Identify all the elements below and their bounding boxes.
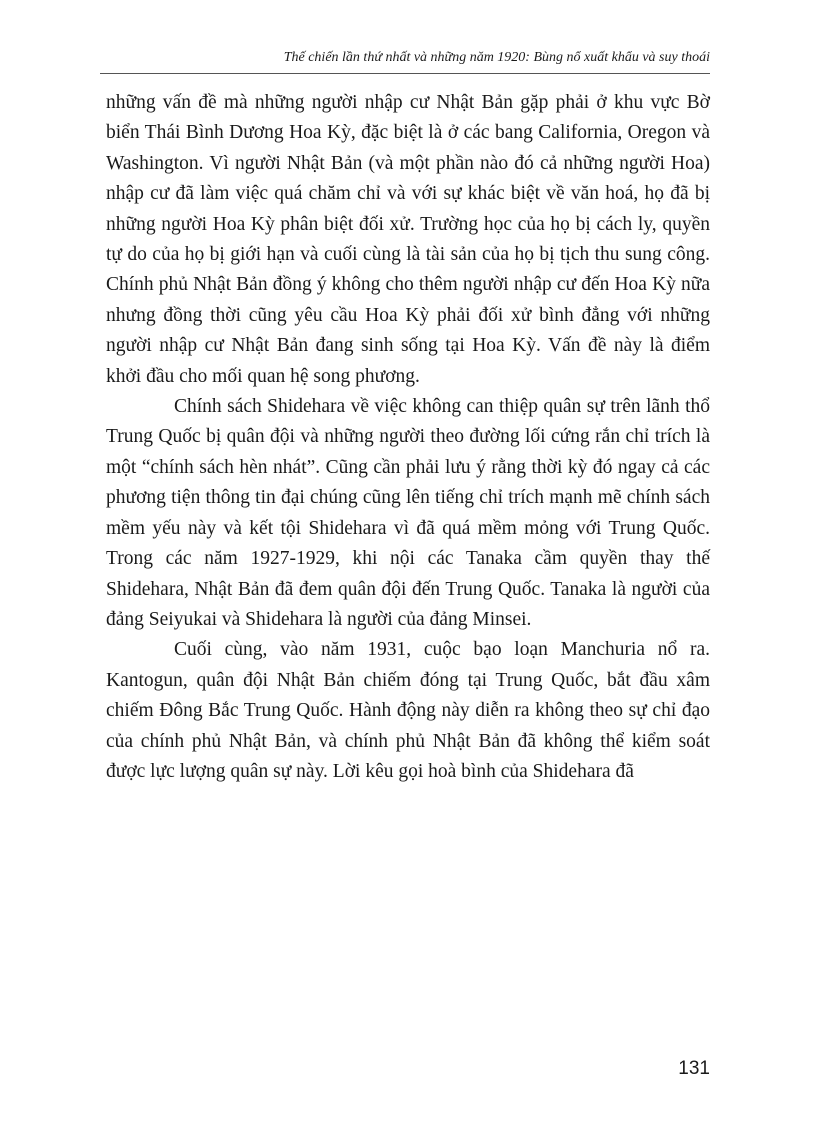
paragraph-1: những vấn đề mà những người nhập cư Nhật Bản gặp phải ở khu vực Bờ biển Thái Bình Dương Hoa Kỳ, đặc biệt là ở các bang California, Oregon và Washington. Vì người Nhật Bản (và một phần nào đó cả những người Hoa) nhập cư đã làm việc quá chăm chỉ và với sự khác biệt về văn hoá, họ đã bị những người Hoa Kỳ phân biệt đối xử. Trường học của họ bị cách ly, quyền tự do của họ bị giới hạn và cuối cùng là tài sản của họ bị tịch thu sung công. Chính phủ Nhật Bản đồng ý không cho thêm người nhập cư đến Hoa Kỳ nữa nhưng đồng thời cũng yêu cầu Hoa Kỳ phải đối xử bình đẳng với những người nhập cư Nhật Bản đang sinh sống tại Hoa Kỳ. Vấn đề này là điểm khởi đầu cho mối quan hệ song phương. xyxy=(106,92,710,387)
body-text xyxy=(106,88,710,787)
page-number: 131 xyxy=(678,1058,710,1079)
paragraph-2: Chính sách Shidehara về việc không can thiệp quân sự trên lãnh thổ Trung Quốc bị quân đội và những người theo đường lối cứng rắn chỉ trích là một “chính sách hèn nhát”. Cũng cần phải lưu ý rằng thời kỳ đó ngay cả các phương tiện thông tin đại chúng cũng lên tiếng chỉ trích mạnh mẽ chính sách mềm yếu này và kết tội Shidehara vì đã quá mềm mỏng với Trung Quốc. Trong các năm 1927-1929, khi nội các Tanaka cầm quyền thay thế Shidehara, Nhật Bản đã đem quân đội đến Trung Quốc. Tanaka là người của đảng Seiyukai và Shidehara là người của đảng Minsei. xyxy=(106,396,710,630)
paragraph-3: Cuối cùng, vào năm 1931, cuộc bạo loạn Manchuria nổ ra. Kantogun, quân đội Nhật Bản chiếm đóng tại Trung Quốc, bắt đầu xâm chiếm Đông Bắc Trung Quốc. Hành động này diễn ra không theo sự chỉ đạo của chính phủ Nhật Bản, và chính phủ Nhật Bản đã không thể kiểm soát được lực lượng quân sự này. Lời kêu gọi hoà bình của Shidehara đã xyxy=(106,639,710,782)
header-rule xyxy=(100,73,710,74)
running-header: Thế chiến lần thứ nhất và những năm 1920: Bùng nổ xuất khẩu và suy thoái xyxy=(283,50,710,65)
